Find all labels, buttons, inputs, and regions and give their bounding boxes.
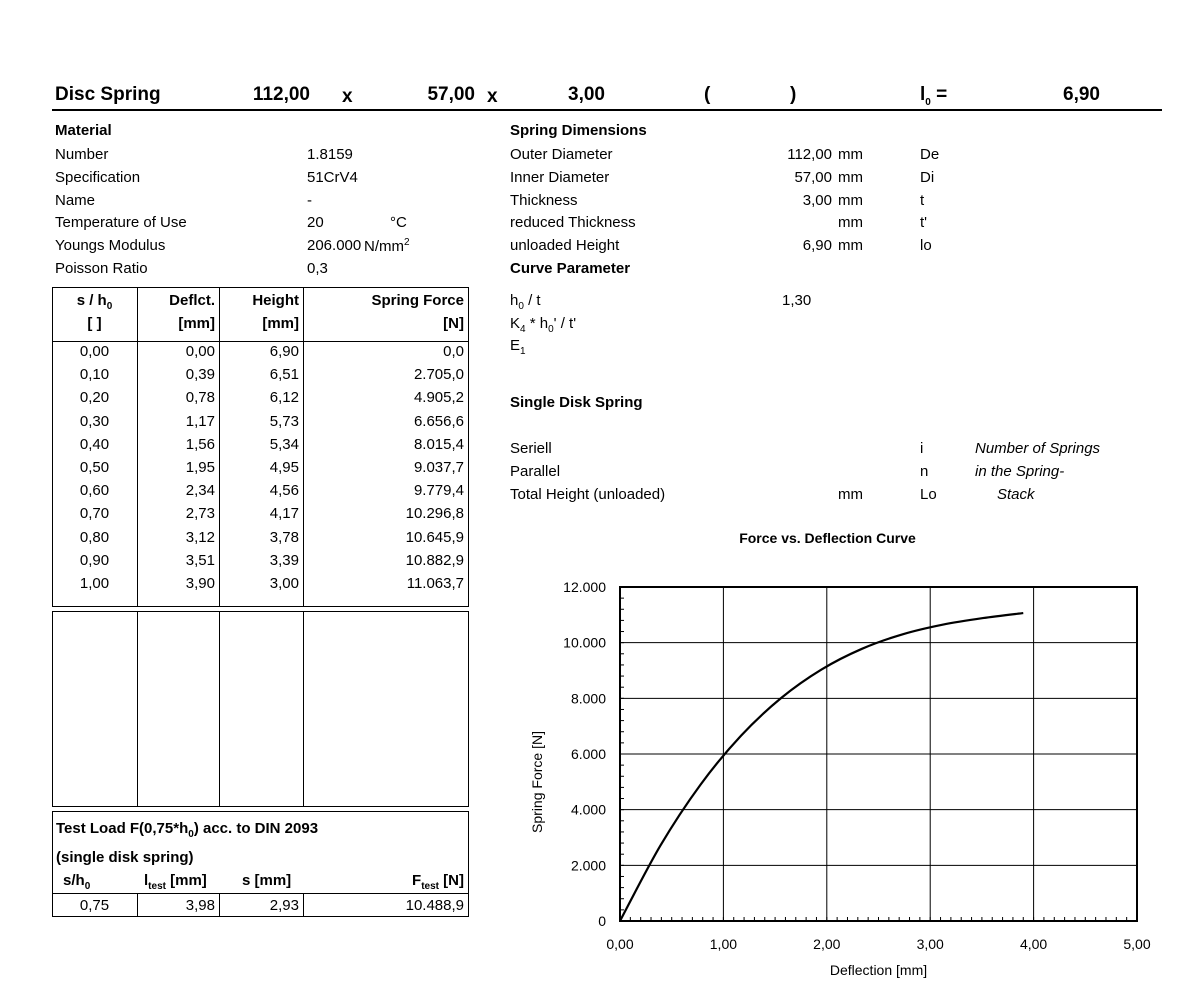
dim-value: 112,00 <box>787 146 832 163</box>
table-header-force: Spring Force <box>371 292 464 309</box>
curve-param-k4: $K_4 * h_0'$ / t' <box>510 315 577 335</box>
header-outer: 112,00 <box>252 84 310 105</box>
table-cell-ratio: 0,10 <box>79 366 110 384</box>
header-l0-label: $l_0$ = <box>920 84 948 108</box>
table-cell-force: 10.882,9 <box>405 551 464 569</box>
material-label: Poisson Ratio <box>55 260 148 277</box>
x-tick-label: 5,00 <box>1123 936 1151 952</box>
dim-symbol: De <box>920 146 940 163</box>
table-cell-deflection: 3,51 <box>185 551 215 569</box>
dim-label: Thickness <box>510 192 578 209</box>
material-unit: °C <box>390 214 407 231</box>
dim-label: Inner Diameter <box>510 169 610 186</box>
table-cell-deflection: 2,34 <box>185 482 215 500</box>
table-cell-force: 2.705,0 <box>413 366 464 384</box>
force-deflection-series-line <box>620 613 1023 921</box>
single-total-unit: mm <box>838 486 863 503</box>
single-note-line1: Number of Springs <box>975 440 1101 457</box>
table-unit-ratio: [ ] <box>87 315 102 332</box>
table-header-height: Height <box>252 292 299 309</box>
table-cell-force: 10.296,8 <box>405 505 464 523</box>
table-cell-force: 4.905,2 <box>413 389 464 407</box>
x-axis-label: Deflection [mm] <box>829 962 928 978</box>
y-tick-label: 12.000 <box>563 579 606 595</box>
table-cell-height: 4,17 <box>269 505 299 523</box>
table-cell-deflection: 0,39 <box>185 366 215 384</box>
test-col-s: s [mm] <box>242 872 292 889</box>
curve-param-heading: Curve Parameter <box>510 260 631 277</box>
material-label: Number <box>55 146 109 163</box>
dim-unit: mm <box>838 169 863 186</box>
dim-symbol: Di <box>920 169 935 186</box>
table-cell-height: 3,39 <box>269 551 299 569</box>
table-header-deflection: Deflct. <box>169 292 215 309</box>
table-cell-deflection: 3,90 <box>185 575 215 592</box>
dim-unit: mm <box>838 146 863 163</box>
table-cell-ratio: 1,00 <box>79 575 110 592</box>
material-value: - <box>307 192 312 209</box>
header-thickness: 3,00 <box>568 84 605 105</box>
material-value: 0,3 <box>307 260 328 277</box>
dim-value: 6,90 <box>802 237 832 254</box>
header-paren-close: ) <box>790 84 797 105</box>
single-parallel-symbol: n <box>920 463 929 480</box>
table-cell-ratio: 0,80 <box>79 528 110 546</box>
material-label: Specification <box>55 169 141 186</box>
test-col-ratio: $s/h_0$ <box>63 872 91 892</box>
table-unit-force: [N] <box>443 315 464 332</box>
single-note-line3: Stack <box>997 486 1035 503</box>
header-l0-value: 6,90 <box>1063 84 1100 105</box>
y-tick-label: 2.000 <box>570 857 606 874</box>
table-cell-deflection: 1,95 <box>185 459 215 476</box>
x-tick-label: 2,00 <box>813 936 841 952</box>
dim-unit: mm <box>838 214 863 231</box>
table-cell-height: 5,73 <box>269 412 299 430</box>
table-cell-height: 6,12 <box>269 389 299 407</box>
single-seriell: Seriell <box>510 440 552 457</box>
x-tick-label: 0,00 <box>606 936 634 952</box>
dim-symbol: t <box>920 192 925 209</box>
header-title: Disc Spring <box>55 84 161 105</box>
table-cell-deflection: 0,78 <box>185 389 215 407</box>
table-unit-height: [mm] <box>262 315 299 332</box>
table-cell-ratio: 0,20 <box>79 389 110 407</box>
material-value: 51CrV4 <box>307 169 358 186</box>
table-cell-deflection: 3,12 <box>185 528 215 546</box>
test-value-s: 2,93 <box>269 897 299 914</box>
table-cell-ratio: 0,90 <box>79 551 110 569</box>
table-header-ratio: s / $h_0$ <box>76 292 113 312</box>
table-cell-ratio: 0,60 <box>79 482 110 500</box>
single-total: Total Height (unloaded) <box>510 486 666 503</box>
y-tick-label: 0 <box>598 913 606 929</box>
table-cell-height: 5,34 <box>269 435 299 453</box>
table-cell-ratio: 0,50 <box>79 459 110 476</box>
material-label: Youngs Modulus <box>55 237 166 254</box>
table-cell-ratio: 0,00 <box>79 343 110 360</box>
table-cell-deflection: 1,17 <box>185 412 215 430</box>
material-label: Temperature of Use <box>55 214 187 231</box>
table-cell-ratio: 0,30 <box>79 412 110 430</box>
dim-unit: mm <box>838 237 863 254</box>
table-cell-force: 8.015,4 <box>413 435 464 453</box>
table-cell-ratio: 0,70 <box>79 505 110 523</box>
table-cell-height: 6,51 <box>269 366 299 384</box>
chart-title: Force vs. Deflection Curve <box>739 530 916 546</box>
table-cell-deflection: 2,73 <box>185 505 215 523</box>
header-x2: x <box>487 86 498 107</box>
table-cell-height: 4,95 <box>269 459 299 476</box>
table-cell-ratio: 0,40 <box>79 435 110 453</box>
single-heading: Single Disk Spring <box>510 394 643 411</box>
dimensions-heading: Spring Dimensions <box>510 122 647 139</box>
table-unit-deflection: [mm] <box>178 315 215 332</box>
table-cell-deflection: 1,56 <box>185 435 215 453</box>
dim-symbol: t' <box>920 214 928 231</box>
table-cell-height: 6,90 <box>269 343 299 360</box>
y-tick-label: 4.000 <box>570 801 606 818</box>
table-cell-height: 3,78 <box>269 528 299 546</box>
material-value: 1.8159 <box>307 146 353 163</box>
x-tick-label: 3,00 <box>916 936 944 952</box>
test-value-ltest: 3,98 <box>185 897 215 914</box>
material-heading: Material <box>55 122 112 139</box>
test-load-subtitle: (single disk spring) <box>56 849 194 866</box>
x-tick-label: 1,00 <box>709 936 738 952</box>
material-value: 206.000 <box>307 237 362 254</box>
table-cell-force: 9.037,7 <box>413 459 464 476</box>
y-axis-label: Spring Force [N] <box>529 731 545 833</box>
single-seriell-symbol: i <box>920 440 924 457</box>
header-paren-open: ( <box>704 84 711 105</box>
table-cell-height: 3,00 <box>269 575 299 592</box>
material-value: 20 <box>307 214 324 231</box>
table-cell-force: 10.645,9 <box>405 528 464 546</box>
table-cell-force: 9.779,4 <box>413 482 464 500</box>
curve-param-h0t-value: 1,30 <box>782 292 812 309</box>
dim-value: 3,00 <box>802 192 832 209</box>
y-tick-label: 10.000 <box>563 634 606 651</box>
single-parallel: Parallel <box>510 463 561 480</box>
y-tick-label: 8.000 <box>570 690 606 707</box>
dim-label: reduced Thickness <box>510 214 636 231</box>
x-tick-label: 4,00 <box>1019 936 1048 952</box>
single-total-symbol: Lo <box>920 486 937 503</box>
table-cell-force: 6.656,6 <box>413 412 464 430</box>
dim-symbol: lo <box>920 237 932 254</box>
y-tick-label: 6.000 <box>570 746 606 762</box>
table-cell-force: 0,0 <box>443 343 464 360</box>
material-unit: $N/mm^2$ <box>364 237 410 255</box>
material-label: Name <box>55 192 96 209</box>
dim-label: Outer Diameter <box>510 146 613 163</box>
curve-param-h0t: $h_0$ / t <box>510 292 541 312</box>
dim-label: unloaded Height <box>510 237 620 254</box>
table-cell-force: 11.063,7 <box>406 575 464 592</box>
test-col-ltest: $l_{test}$ [mm] <box>144 872 207 892</box>
dim-value: 57,00 <box>794 169 832 186</box>
test-value-ratio: 0,75 <box>79 897 110 914</box>
dim-unit: mm <box>838 192 863 209</box>
test-col-ftest: $F_{test}$ [N] <box>412 872 464 892</box>
header-inner: 57,00 <box>427 84 475 105</box>
test-value-ftest: 10.488,9 <box>405 897 464 914</box>
curve-param-e1: $E_1$ <box>510 337 526 357</box>
table-cell-deflection: 0,00 <box>185 343 215 360</box>
table-cell-height: 4,56 <box>269 482 299 500</box>
header-x1: x <box>342 86 353 107</box>
single-note-line2: in the Spring- <box>975 463 1065 480</box>
test-load-title: Test Load $F(0,75*h_0)$ acc. to DIN 2093 <box>56 820 319 840</box>
